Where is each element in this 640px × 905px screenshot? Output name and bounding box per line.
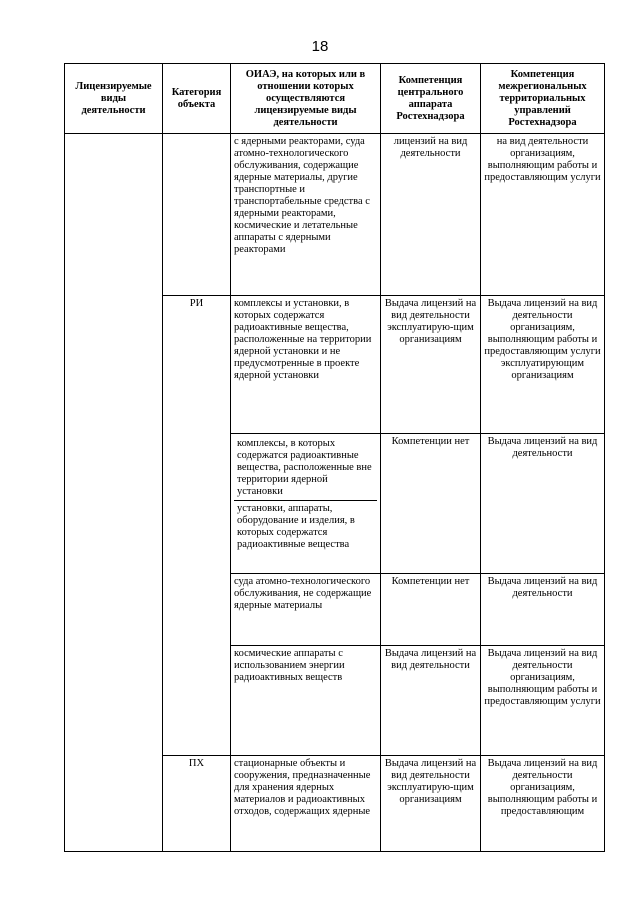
object-cell: космические аппараты с использованием энергии радиоактивных веществ <box>231 646 381 756</box>
object-cell: с ядерными реакторами, суда атомно-технологического обслуживания, содержащие ядерные материалы, другие транспортные и транспортабельные средства с ядерными реакторами, космические и летательные аппараты с ядерными реакторами <box>231 134 381 296</box>
category-cell <box>163 134 231 296</box>
central-cell: Выдача лицензий на вид деятельности эксплуатирую-щим организациям <box>381 756 481 852</box>
central-cell: Компетенции нет <box>381 434 481 574</box>
category-px: ПХ <box>163 756 231 852</box>
object-cell: стационарные объекты и сооружения, предназначенные для хранения ядерных материалов и радиоактивных отходов, содержащих ядерные <box>231 756 381 852</box>
header-row <box>65 64 605 134</box>
regional-cell: Выдача лицензий на вид деятельности организациям, выполняющим работы и предоставляющим услуги эксплуатирующим организациям <box>481 296 605 434</box>
object-cell: установки, аппараты, оборудование и изделия, в которых содержатся радиоактивные вещества <box>237 503 355 550</box>
activity-cell <box>65 134 163 852</box>
regional-cell: Выдача лицензий на вид деятельности организациям, выполняющим работы и предоставляющим <box>481 756 605 852</box>
regional-cell: на вид деятельности организациям, выполняющим работы и предоставляющим услуги <box>481 134 605 296</box>
central-cell: лицензий на вид деятельности <box>381 134 481 296</box>
page-number: 18 <box>311 38 329 55</box>
table-row <box>65 134 605 296</box>
header-activities: Лицензируемые виды деятельности <box>65 64 163 134</box>
central-cell: Компетенции нет <box>381 574 481 646</box>
object-cell: комплексы и установки, в которых содержатся радиоактивные вещества, расположенные на территории ядерной установки и не предусмотренные в проекте ядерной установки <box>231 296 381 434</box>
licensing-table <box>64 63 605 852</box>
central-cell: Выдача лицензий на вид деятельности <box>381 646 481 756</box>
object-cell-split <box>231 434 381 574</box>
header-category: Категория объекта <box>163 64 231 134</box>
header-central: Компетенция центрального аппарата Ростехнадзора <box>381 64 481 134</box>
regional-cell: Выдача лицензий на вид деятельности <box>481 434 605 574</box>
regional-cell: Выдача лицензий на вид деятельности <box>481 574 605 646</box>
header-regional: Компетенция межрегиональных территориальных управлений Ростехнадзора <box>481 64 605 134</box>
header-objects: ОИАЭ, на которых или в отношении которых осуществляются лицензируемые виды деятельности <box>231 64 381 134</box>
central-cell: Выдача лицензий на вид деятельности эксплуатирую-щим организациям <box>381 296 481 434</box>
object-cell: комплексы, в которых содержатся радиоактивные вещества, расположенные вне территории ядерной установки <box>234 436 377 501</box>
regional-cell: Выдача лицензий на вид деятельности организациям, выполняющим работы и предоставляющим услуги <box>481 646 605 756</box>
category-ri: РИ <box>163 296 231 756</box>
object-cell: суда атомно-технологического обслуживания, не содержащие ядерные материалы <box>231 574 381 646</box>
